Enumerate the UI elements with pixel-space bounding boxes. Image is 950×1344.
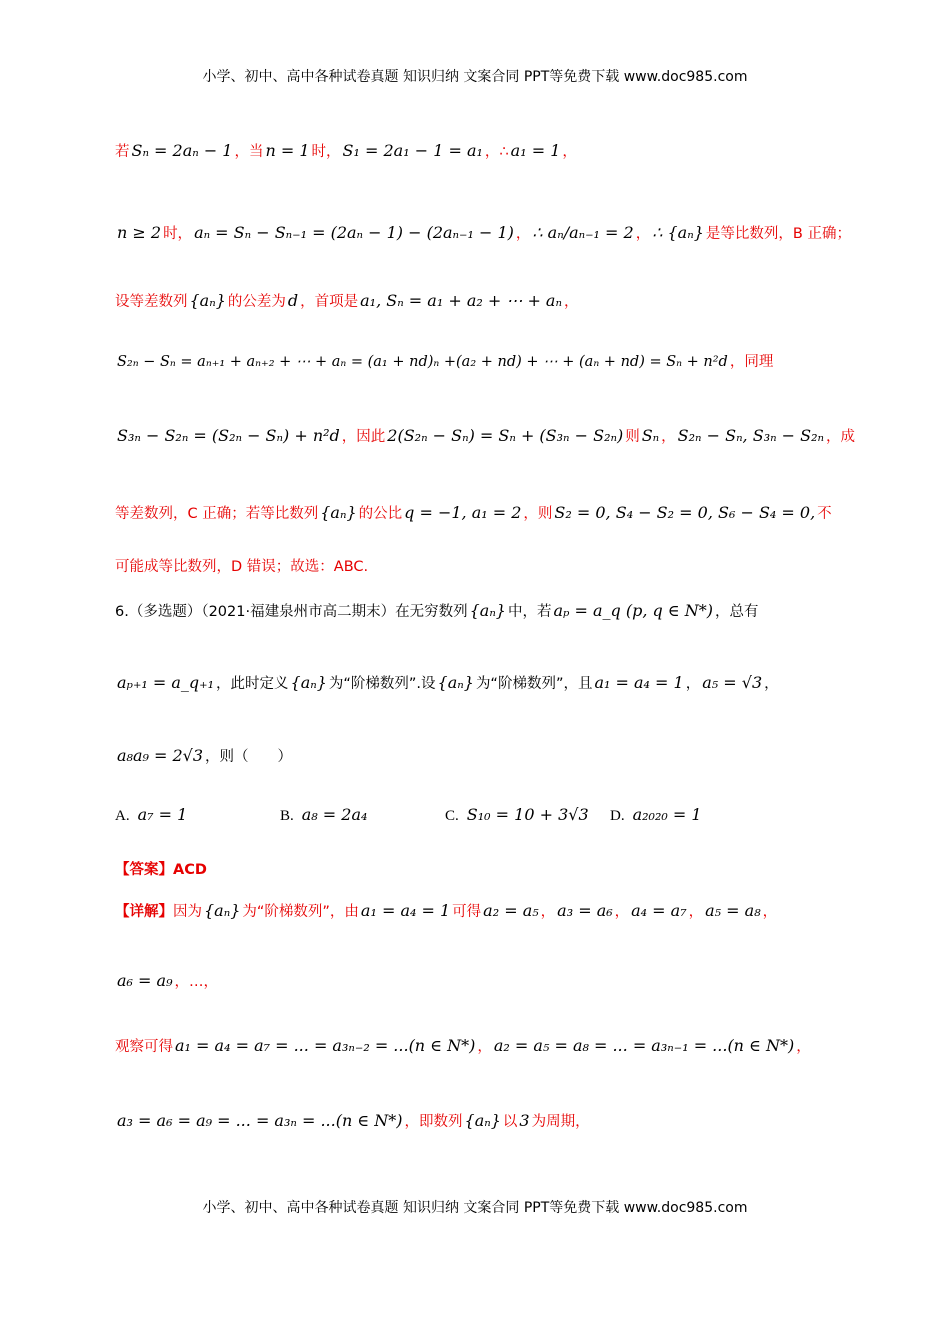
text: ，则 xyxy=(523,506,553,522)
solution-line-4 xyxy=(115,350,835,371)
text: 设等差数列 xyxy=(115,294,188,310)
page-header: 小学、初中、高中各种试卷真题 知识归纳 文案合同 PPT等免费下载 www.doc985.com xyxy=(202,69,748,85)
text: 因为 xyxy=(173,904,202,920)
text: ， xyxy=(762,904,778,920)
solution-line-3 xyxy=(115,290,835,311)
formula: a₈a₉ = 2√3 xyxy=(117,746,204,765)
text: ，因此 xyxy=(341,429,386,445)
text: ，则（ ） xyxy=(205,749,293,765)
detail-line-4 xyxy=(115,1110,835,1131)
text: ， xyxy=(614,904,630,920)
formula: a₂ = a₅ = a₈ = ... = a₃ₙ₋₁ = ...(n ∈ N*) xyxy=(493,1036,795,1055)
formula: S₂ = 0, S₄ − S₂ = 0, S₆ − S₄ = 0, xyxy=(554,503,816,522)
text: 等差数列，C 正确；若等比数列 xyxy=(115,506,319,522)
formula: a₅ = √3 xyxy=(702,673,763,692)
formula: Sₙ = 2aₙ − 1 xyxy=(131,141,233,160)
formula: a₇ = 1 xyxy=(137,805,188,824)
formula: a₄ = a₇ xyxy=(631,901,687,920)
formula: n ≥ 2 xyxy=(117,223,162,242)
formula: q = −1, a₁ = 2 xyxy=(404,503,522,522)
text: ， xyxy=(685,676,701,692)
text: ， xyxy=(477,1039,492,1055)
option-c xyxy=(445,805,591,825)
text: 可能成等比数列，D 错误；故选：ABC. xyxy=(115,559,369,575)
formula: S₃ₙ − S₂ₙ = (S₂ₙ − Sₙ) + n²d xyxy=(117,426,340,445)
option-label: B. xyxy=(280,808,294,824)
text: ， xyxy=(796,1039,811,1055)
answer-tag: 【答案】 xyxy=(115,862,173,878)
text: 的公比 xyxy=(358,506,403,522)
text: ， xyxy=(540,904,556,920)
text: 以 xyxy=(502,1114,518,1130)
formula: a₃ = a₆ = a₉ = ... = a₃ₙ = ...(n ∈ N*) xyxy=(117,1111,403,1130)
text: 是等比数列，B 正确； xyxy=(705,226,851,242)
formula: Sₙ xyxy=(641,426,660,445)
option-label: A. xyxy=(115,808,130,824)
text: 的公差为 xyxy=(227,294,286,310)
detail-tag: 【详解】 xyxy=(115,904,173,920)
text: ，同理 xyxy=(729,354,774,370)
formula: a₆ = a₉ xyxy=(117,971,173,990)
text: ，成 xyxy=(826,429,856,445)
formula: a₃ = a₆ xyxy=(557,901,613,920)
text: ，…， xyxy=(174,974,218,990)
formula: a₈ = 2a₄ xyxy=(301,805,368,824)
text: ， xyxy=(563,294,579,310)
detail-line-1 xyxy=(115,900,835,921)
formula: n = 1 xyxy=(265,141,310,160)
text: 6.（多选题）（2021·福建泉州市高二期末）在无穷数列 xyxy=(115,604,468,620)
formula: {aₙ} xyxy=(189,291,226,310)
text: 若 xyxy=(115,144,130,160)
text: 为“阶梯数列”.设 xyxy=(328,676,436,692)
option-d xyxy=(610,805,704,825)
formula: 3 xyxy=(519,1111,530,1130)
text: ，∴ xyxy=(484,144,509,160)
answer-line xyxy=(115,858,835,879)
formula: a₁ = 1 xyxy=(510,141,561,160)
formula: aₚ = a_q (p, q ∈ N*) xyxy=(553,601,714,620)
formula: a₂ = a₅ xyxy=(483,901,539,920)
formula: a₁ = a₄ = 1 xyxy=(594,673,684,692)
text: ， xyxy=(515,226,531,242)
question-6-line-3 xyxy=(115,745,835,766)
formula: {aₙ} xyxy=(320,503,357,522)
formula: S₁₀ = 10 + 3√3 xyxy=(466,805,589,824)
text: ，当 xyxy=(234,144,264,160)
option-label: C. xyxy=(445,808,459,824)
option-a xyxy=(115,805,189,825)
solution-line-6 xyxy=(115,502,835,523)
formula: {aₙ} xyxy=(204,901,241,920)
text: ， xyxy=(562,144,577,160)
text: 为“阶梯数列”，由 xyxy=(242,904,359,920)
text: 中，若 xyxy=(507,604,552,620)
text: 为周期， xyxy=(531,1114,590,1130)
text: 为“阶梯数列”，且 xyxy=(475,676,593,692)
text: ，此时定义 xyxy=(216,676,289,692)
text: ，总有 xyxy=(715,604,759,620)
detail-line-2 xyxy=(115,970,835,991)
formula: {aₙ} xyxy=(469,601,506,620)
formula: d xyxy=(287,291,299,310)
option-label: D. xyxy=(610,808,625,824)
text: 时， xyxy=(311,144,341,160)
formula: 2(S₂ₙ − Sₙ) = Sₙ + (S₃ₙ − S₂ₙ) xyxy=(387,426,624,445)
solution-line-2 xyxy=(115,222,851,243)
text: ， xyxy=(764,676,779,692)
formula: a₁ = a₄ = 1 xyxy=(360,901,451,920)
formula: a₁ = a₄ = a₇ = ... = a₃ₙ₋₂ = ...(n ∈ N*) xyxy=(175,1036,476,1055)
text: 时， xyxy=(163,226,193,242)
text: ， xyxy=(661,429,676,445)
solution-line-1 xyxy=(115,140,835,161)
text: ， xyxy=(635,226,651,242)
formula: S₂ₙ − Sₙ = aₙ₊₁ + aₙ₊₂ + ⋯ + aₙ = (a₁ + nd)ₙ +(a₂ + nd) + ⋯ + (aₙ + nd) = Sₙ + n²d xyxy=(117,354,728,370)
formula: {aₙ} xyxy=(437,673,474,692)
answer-value: ACD xyxy=(173,862,207,878)
formula: S₂ₙ − Sₙ, S₃ₙ − S₂ₙ xyxy=(677,426,825,445)
question-6-line-2 xyxy=(115,672,835,693)
option-b xyxy=(280,805,369,825)
text: ， xyxy=(688,904,704,920)
text: 不 xyxy=(817,506,832,522)
formula: a₁, Sₙ = a₁ + a₂ + ⋯ + aₙ xyxy=(360,291,562,310)
formula: {aₙ} xyxy=(290,673,327,692)
text: 观察可得 xyxy=(115,1039,173,1055)
text: ，首项是 xyxy=(300,294,359,310)
text: ，即数列 xyxy=(404,1114,463,1130)
formula: a₂₀₂₀ = 1 xyxy=(632,805,702,824)
detail-line-3 xyxy=(115,1035,835,1056)
formula: {aₙ} xyxy=(464,1111,501,1130)
page-footer: 小学、初中、高中各种试卷真题 知识归纳 文案合同 PPT等免费下载 www.doc985.com xyxy=(202,1200,748,1216)
formula: a₅ = a₈ xyxy=(705,901,761,920)
formula: S₁ = 2a₁ − 1 = a₁ xyxy=(342,141,483,160)
text: 可得 xyxy=(452,904,482,920)
formula: aₚ₊₁ = a_q₊₁ xyxy=(117,673,215,692)
solution-line-5 xyxy=(115,425,856,446)
formula: ∴ {aₙ} xyxy=(652,223,704,242)
solution-line-7 xyxy=(115,555,835,576)
formula: aₙ = Sₙ − Sₙ₋₁ = (2aₙ − 1) − (2aₙ₋₁ − 1) xyxy=(194,223,514,242)
question-6-line-1 xyxy=(115,600,835,621)
text: 则 xyxy=(625,429,640,445)
formula: ∴ aₙ/aₙ₋₁ = 2 xyxy=(532,223,634,242)
